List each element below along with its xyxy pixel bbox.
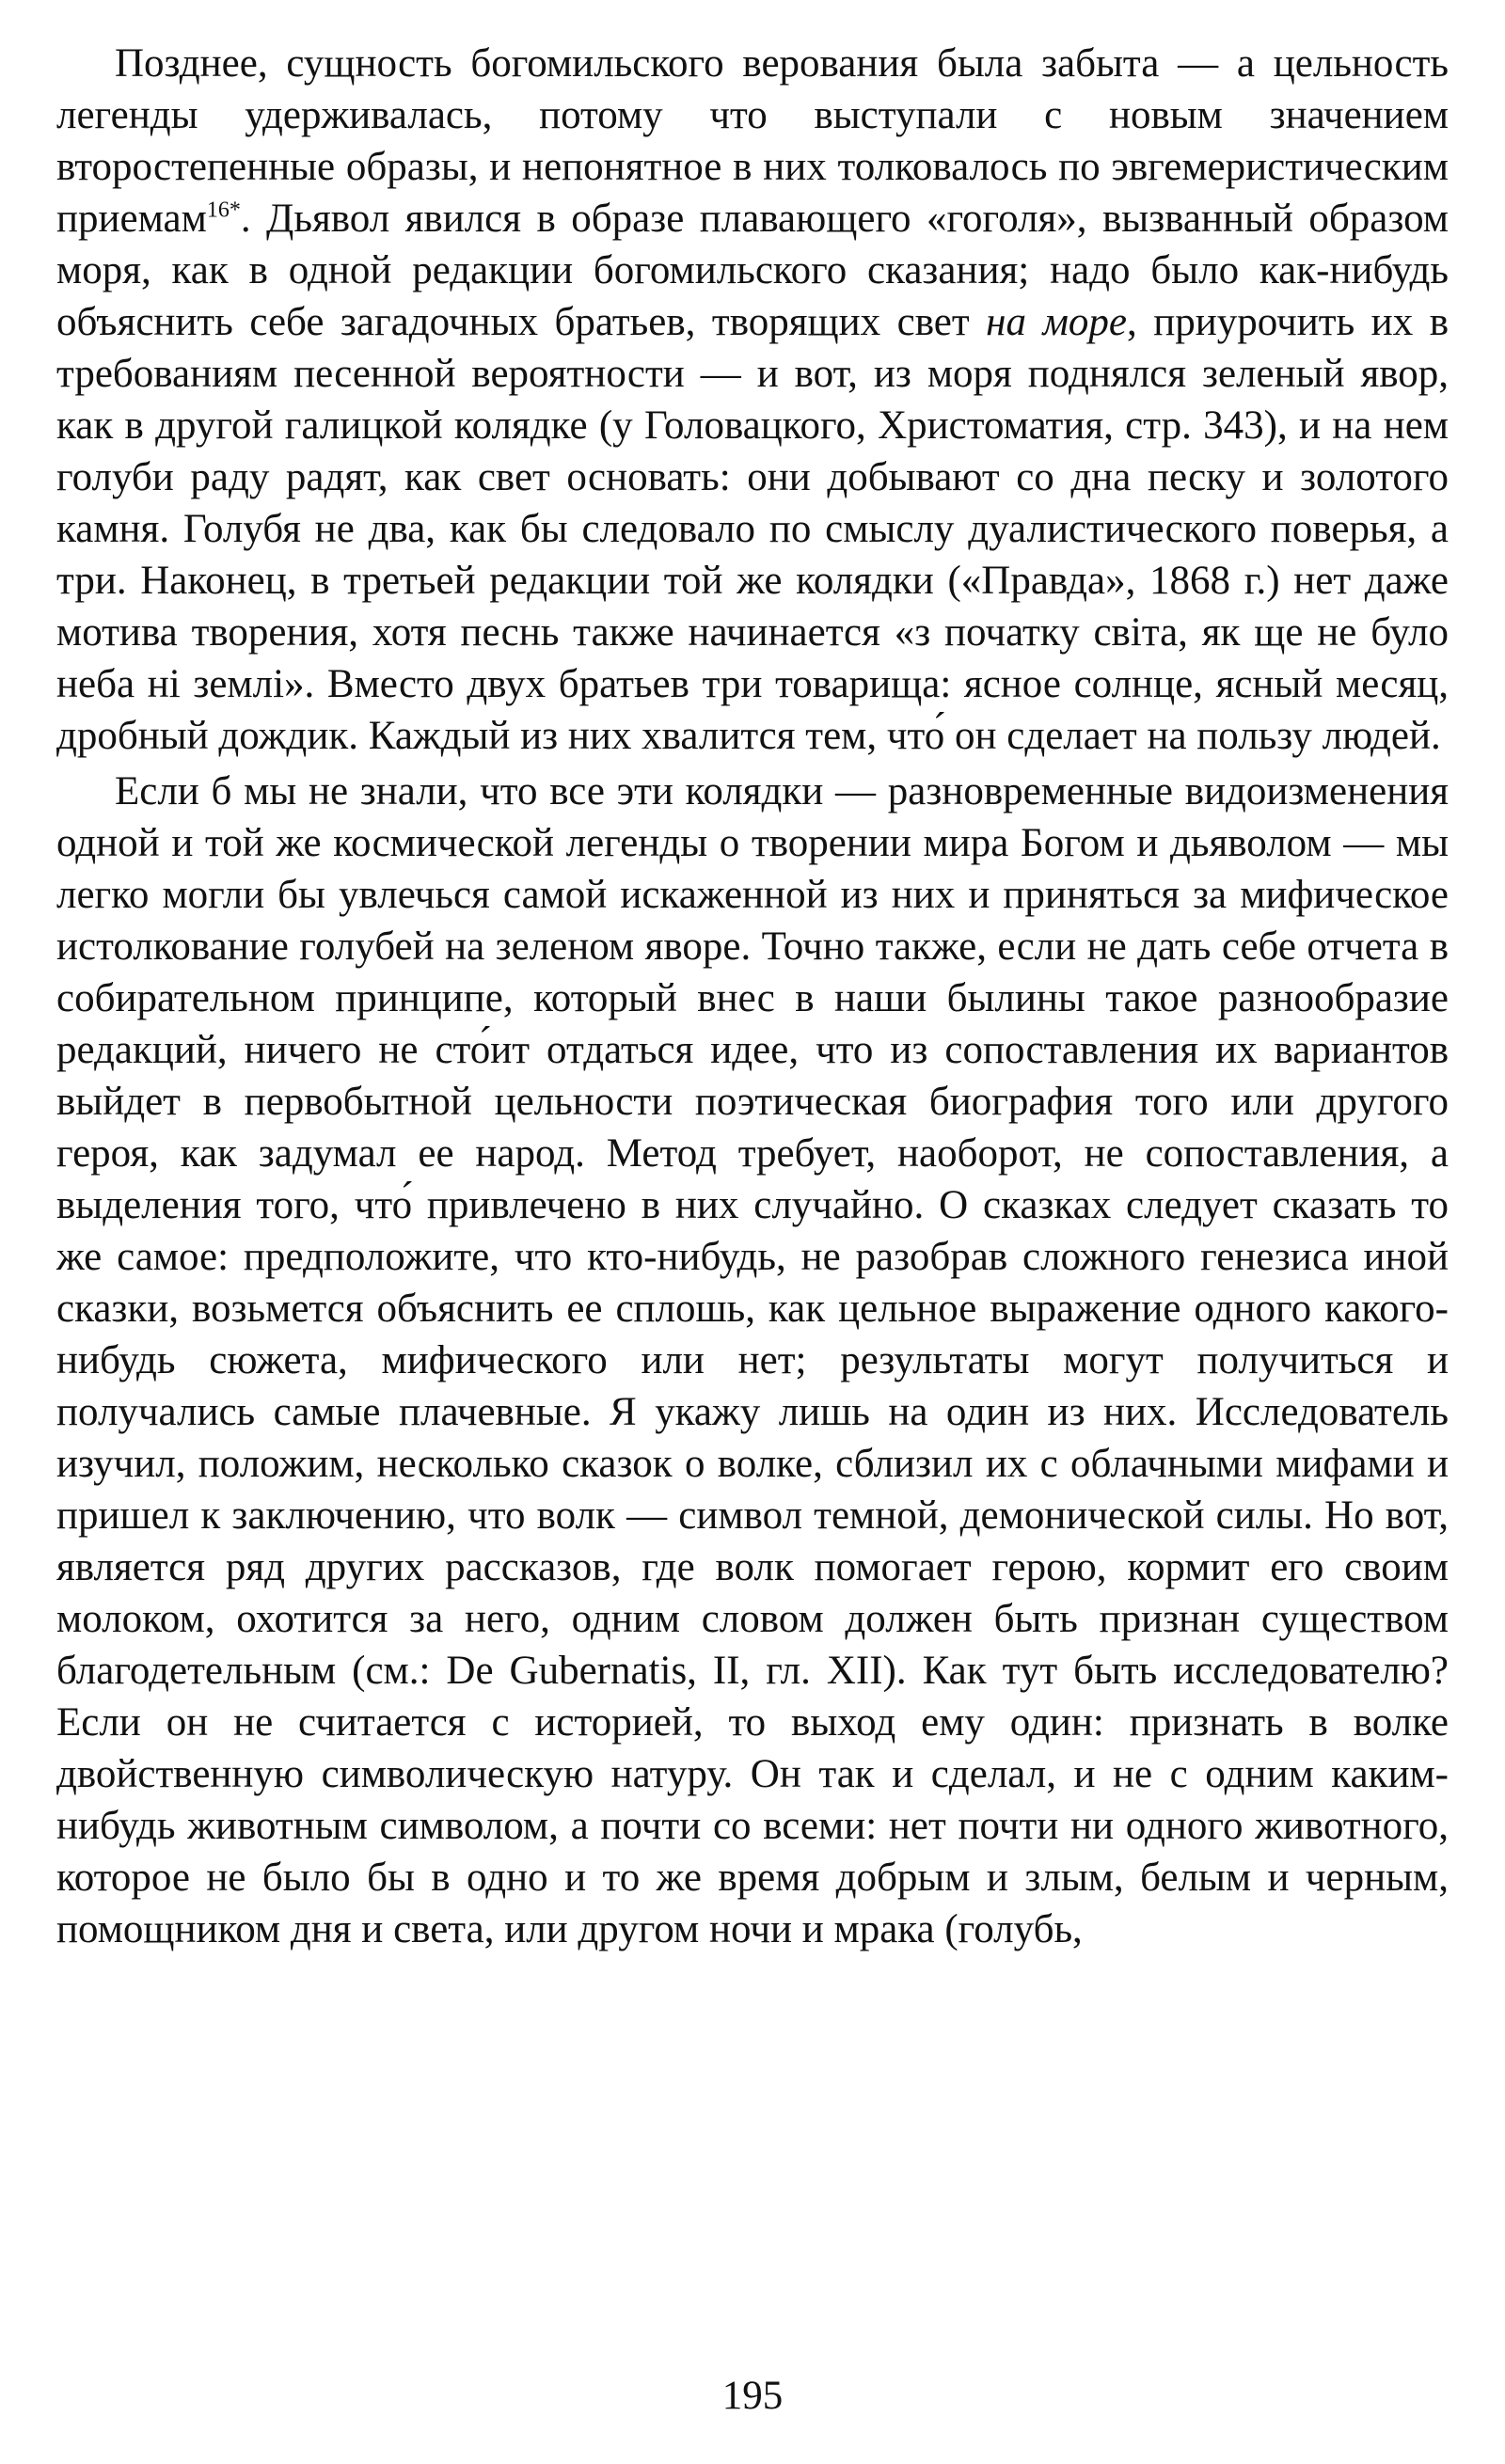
page-number: 195	[721, 2374, 784, 2418]
footnote-marker: 16*	[206, 197, 241, 223]
paragraph-1-text-b: . Дьявол явился в образе плавающего «гоголя», вызванный образом моря, как в одной редакции богомильского сказания; надо было как-нибудь объяснить себе загадочных братьев, творящих свет	[56, 197, 1449, 344]
italic-phrase: на море	[986, 300, 1127, 344]
paragraph-1-text-a: Позднее, сущность богомильского верования была забыта — а цельность легенды удерживалась, потому что выступали с новым значением второстепенные образы, и непонятное в них толковалось по эвгемеристическим приемам	[56, 41, 1449, 241]
paragraph-1-text-c: , приурочить их в требованиям песенной вероятности — и вот, из моря поднялся зеленый явор, как в другой галицкой колядке (у Головацкого, Христоматия, стр. 343), и на нем голуби раду радят, как свет основать: они добывают со дна песку и золотого камня. Голубя не два, как бы следовало по смыслу дуалистического поверья, а три. Наконец, в третьей редакции той же колядки («Правда», 1868 г.) нет даже мотива творения, хотя песнь также начинается «з початку світа, як ще не було неба ні землі». Вместо двух братьев три товарища: ясное солнце, ясный месяц, дробный дождик. Каждый из них хвалится тем, что́ он сделает на пользу людей.	[56, 300, 1449, 758]
paragraph-1	[56, 38, 1449, 762]
paragraph-2: Если б мы не знали, что все эти колядки — разновременные видоизменения одной и той же космической легенды о творении мира Богом и дьяволом — мы легко могли бы увлечься самой искаженной из них и приняться за мифическое истолкование голубей на зеленом яворе. Точно также, если не дать себе отчета в собирательном принципе, который внес в наши былины такое разнообразие редакций, ничего не сто́ит отдаться идее, что из сопоставления их вариантов выйдет в первобытной цельности поэтическая биография того или другого героя, как задумал ее народ. Метод требует, наоборот, не сопоставления, а выделения того, что́ привлечено в них случайно. О сказках следует сказать то же самое: предположите, что кто-нибудь, не разобрав сложного генезиса иной сказки, возьмется объяснить ее сплошь, как цельное выражение одного какого-нибудь сюжета, мифического или нет; результаты могут получиться и получались самые плачевные. Я укажу лишь на один из них. Исследователь изучил, положим, несколько сказок о волке, сблизил их с облачными мифами и пришел к заключению, что волк — символ темной, демонической силы. Но вот, является ряд других рассказов, где волк помогает герою, кормит его своим молоком, охотится за него, одним словом должен быть признан существом благодетельным (см.: De Gubernatis, II, гл. XII). Как тут быть исследователю? Если он не считается с историей, то выход ему один: признать в волке двойственную символическую натуру. Он так и сделал, и не с одним каким-нибудь животным символом, а почти со всеми: нет почти ни одного животного, которое не было бы в одно и то же время добрым и злым, белым и черным, помощником дня и света, или другом ночи и мрака (голубь,	[56, 769, 1449, 1951]
page-body	[56, 38, 1449, 1955]
